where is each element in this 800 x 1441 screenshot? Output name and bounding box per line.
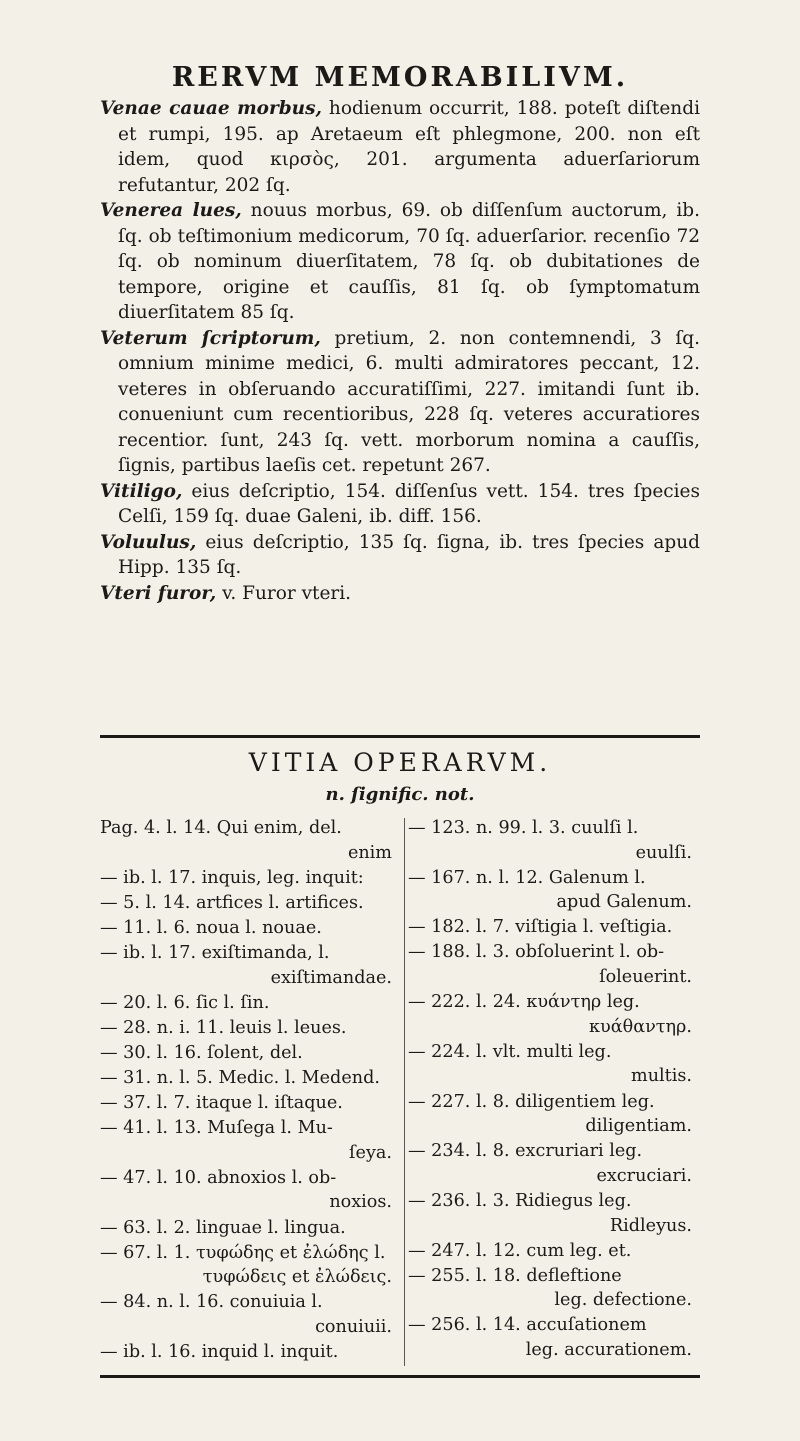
index-entry: Venerea lues, nouus morbus, 69. ob diſſenſum auctorum, ib. ſq. ob teſtimonium medicorum, 70 ſq. aduerſarior. recenſio 72 ſq. ob nominum diuerſitatem, 78 ſq. ob dubitationes de tempore, origine et cauſſis, 81 ſq. ob ſymptomatum diuerſitatem 85 ſq. bbox=[100, 200, 700, 323]
errata-row: — 67. l. 1. τυφώδης et ἐλώδης l. τυφώδεις et ἐλώδεις. bbox=[100, 1242, 392, 1288]
errata-left-column bbox=[100, 816, 400, 1365]
errata-row: — 188. l. 3. obſoluerint l. ob- ſoleuerint. bbox=[408, 942, 692, 988]
index-entry: Vitiligo, eius deſcriptio, 154. diſſenſus vett. 154. tres ſpecies Celſi, 159 ſq. duae Galeni, ib. diff. 156. bbox=[100, 480, 700, 527]
errata-row: — 30. l. 16. ſolent, del. bbox=[100, 1042, 303, 1063]
index-section bbox=[100, 96, 700, 606]
index-entry: Veterum ſcriptorum, pretium, 2. non contemnendi, 3 ſq. omnium minime medici, 6. multi admiratores peccant, 12. veteres in obſeruando accuratiſſimi, 227. imitandi ſunt ib. conueniunt cum recentioribus, 228 ſq. veteres accuratiores recentior. ſunt, 243 ſq. vett. morborum nomina a cauſſis, ſignis, partibus laeſis cet. repetunt 267. bbox=[100, 327, 700, 476]
running-head: RERVM MEMORABILIVM. bbox=[171, 62, 629, 93]
errata-row: — 234. l. 8. excruriari leg. excruciari. bbox=[408, 1141, 692, 1186]
errata-right-column bbox=[408, 816, 700, 1363]
errata-row: — 236. l. 3. Ridiegus leg. Ridleyus. bbox=[408, 1190, 692, 1236]
errata-row: — 31. n. l. 5. Medic. l. Medend. bbox=[100, 1067, 380, 1088]
top-rule bbox=[100, 735, 700, 738]
index-entry: Venae cauae morbus, hodienum occurrit, 188. poteſt diſtendi et rumpi, 195. ap Aretaeum eſt phlegmone, 200. non eſt idem, quod κιρσὸς, 201. argumenta aduerſariorum refutantur, 202 ſq. bbox=[100, 98, 700, 196]
errata-row: — ib. l. 17. exiſtimanda, l. exiſtimandae. bbox=[100, 942, 392, 988]
bottom-rule bbox=[100, 1375, 700, 1378]
errata-row: — 5. l. 14. artfices l. artifices. bbox=[100, 892, 364, 913]
errata-row: — 182. l. 7. viſtigia l. veſtigia. bbox=[408, 917, 673, 938]
index-entry: Voluulus, eius deſcriptio, 135 ſq. ſigna, ib. tres ſpecies apud Hipp. 135 ſq. bbox=[100, 531, 700, 578]
errata-row: — ib. l. 17. inquis, leg. inquit: bbox=[100, 867, 364, 888]
errata-subtitle: n. ſignific. not. bbox=[325, 784, 475, 805]
errata-row: — 123. n. 99. l. 3. cuulſi l. euulſi. bbox=[408, 818, 692, 863]
errata-row: — 255. l. 18. defleftione leg. defectione. bbox=[408, 1265, 692, 1311]
errata-row: — 11. l. 6. noua l. nouae. bbox=[100, 917, 322, 938]
errata-row: — 37. l. 7. itaque l. iſtaque. bbox=[100, 1093, 343, 1114]
errata-row: Pag. 4. l. 14. Qui enim, del. enim bbox=[100, 818, 392, 863]
errata-row: — 224. l. vlt. multi leg. multis. bbox=[408, 1041, 692, 1087]
errata-row: — 256. l. 14. accuſationem leg. accurationem. bbox=[408, 1315, 692, 1360]
index-entry: Vteri furor, v. Furor vteri. bbox=[100, 582, 352, 604]
errata-row: — 247. l. 12. cum leg. et. bbox=[408, 1240, 632, 1261]
errata-row: — 41. l. 13. Muſega l. Mu- ſeya. bbox=[100, 1118, 392, 1163]
errata-row: — 227. l. 8. diligentiem leg. diligentiam. bbox=[408, 1091, 692, 1137]
errata-row: — 20. l. 6. ſic l. ſin. bbox=[100, 992, 270, 1013]
errata-title: VITIA OPERARVM. bbox=[248, 748, 552, 777]
errata-row: — ib. l. 16. inquid l. inquit. bbox=[100, 1341, 339, 1362]
errata-row: — 28. n. i. 11. leuis l. leues. bbox=[100, 1017, 347, 1038]
errata-row: — 222. l. 24. κυάντηρ leg. κυάθαντηρ. bbox=[408, 992, 692, 1037]
errata-row: — 167. n. l. 12. Galenum l. apud Galenum. bbox=[408, 867, 692, 913]
errata-row: — 84. n. l. 16. conuiuia l. conuiuii. bbox=[100, 1292, 392, 1337]
column-divider bbox=[404, 818, 405, 1366]
errata-row: — 63. l. 2. linguae l. lingua. bbox=[100, 1217, 346, 1238]
errata-row: — 47. l. 10. abnoxios l. ob- noxios. bbox=[100, 1167, 392, 1213]
